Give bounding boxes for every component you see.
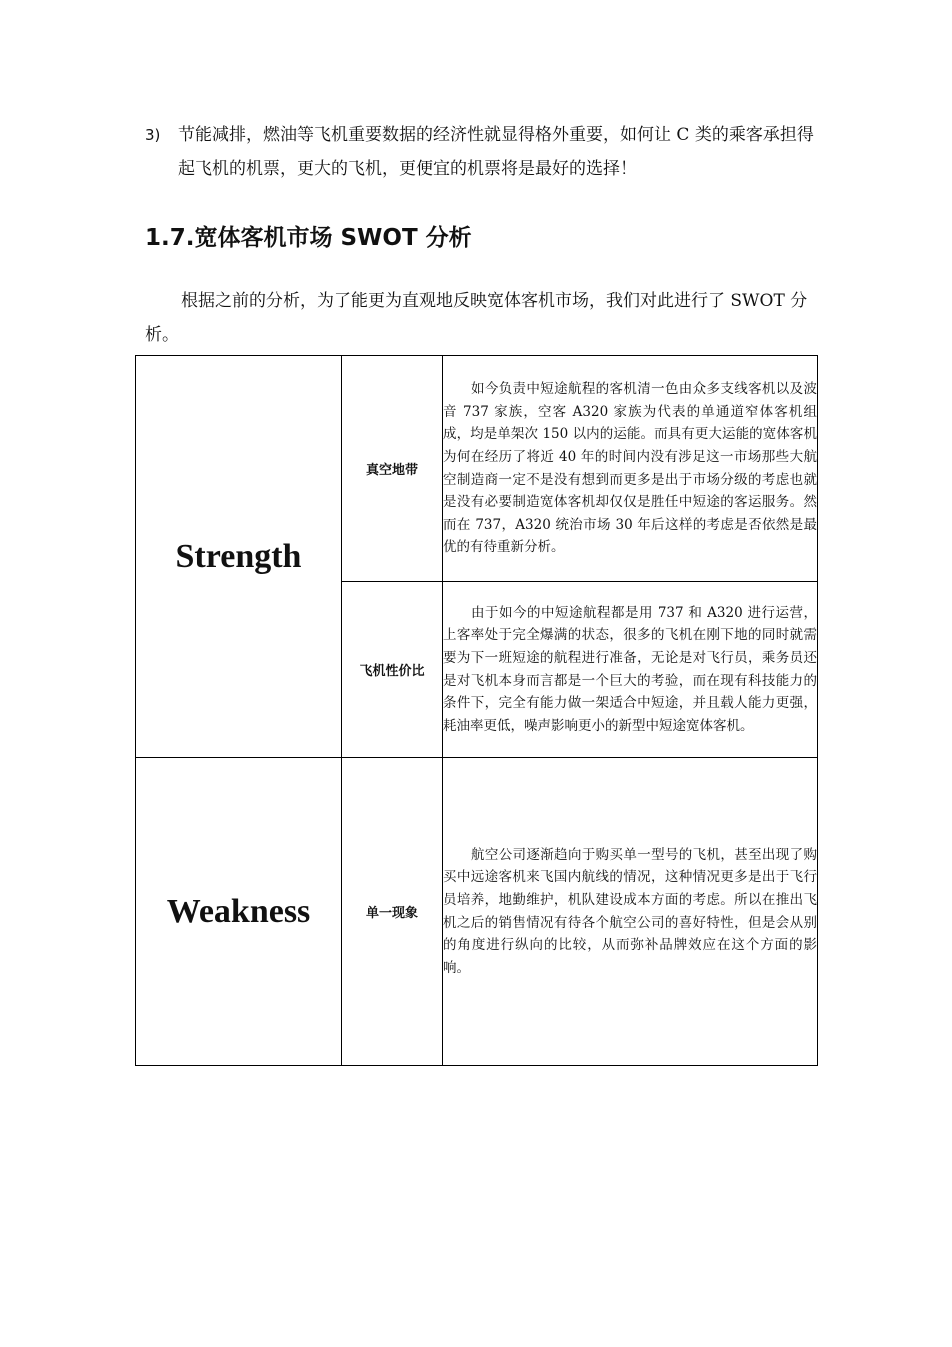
list-item-text: 节能减排，燃油等飞机重要数据的经济性就显得格外重要，如何让 C 类的乘客承担得起飞机的机票，更大的飞机，更便宜的机票将是最好的选择！ [178, 125, 814, 179]
sub-category-label: 单一现象 [342, 758, 443, 1066]
list-number: 3) [145, 126, 161, 144]
description-cell: 航空公司逐渐趋向于购买单一型号的飞机，甚至出现了购买中远途客机来飞国内航线的情况，这种情况更多是出于飞行员培养，地勤维护，机队建设成本方面的考虑。所以在推出飞机之后的销售情况有待各个航空公司的喜好特性，但是会从别的角度进行纵向的比较，从而弥补品牌效应在这个方面的影响。 [443, 758, 818, 1066]
weakness-label: Weakness [136, 758, 342, 1066]
description-cell: 如今负责中短途航程的客机清一色由众多支线客机以及波音 737 家族，空客 A320 家族为代表的单通道窄体客机组成，均是单架次 150 以内的运能。而具有更大运能的宽体客机为何在经历了将近 40 年的时间内没有涉足这一市场那些大航空制造商一定不是没有想到而更多是出于市场分级的考虑也就是没有必要制造宽体客机却仅仅是胜任中短途的客运服务。然而在 737，A320 统治市场 30 年后这样的考虑是否依然是最优的有待重新分析。 [443, 356, 818, 582]
table-row [136, 356, 818, 582]
description-cell: 由于如今的中短途航程都是用 737 和 A320 进行运营，上客率处于完全爆满的状态，很多的飞机在刚下地的同时就需要为下一班短途的航程进行准备，无论是对飞行员，乘务员还是对飞机本身而言都是一个巨大的考验，而在现有科技能力的条件下，完全有能力做一架适合中短途，并且载人能力更强，耗油率更低，噪声影响更小的新型中短途宽体客机。 [443, 582, 818, 758]
section-heading: 1.7.宽体客机市场 SWOT 分析 [145, 225, 472, 251]
list-item-3 [145, 118, 825, 186]
table-row [136, 758, 818, 1066]
swot-table [135, 355, 818, 1066]
sub-category-label: 飞机性价比 [342, 582, 443, 758]
intro-paragraph: 根据之前的分析，为了能更为直观地反映宽体客机市场，我们对此进行了 SWOT 分析。 [145, 291, 808, 345]
sub-category-label: 真空地带 [342, 356, 443, 582]
strength-label: Strength [136, 356, 342, 758]
